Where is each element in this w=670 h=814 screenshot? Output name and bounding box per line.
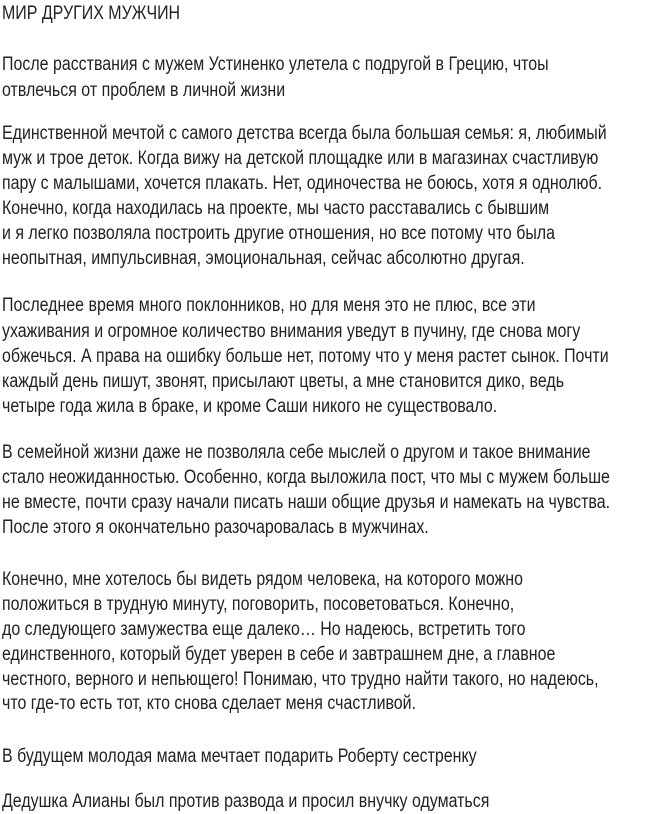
text-line: В семейной жизни даже не позволяла себе мыслей о другом и такое внимание bbox=[2, 442, 591, 463]
text-line: честного, верного и непьющего! Понимаю, что трудно найти такого, но надеюсь, bbox=[2, 669, 599, 690]
text-line: После расствания с мужем Устиненко улетела с подругой в Грецию, чтоы bbox=[2, 54, 549, 75]
text-line: до следующего замужества еще далеко… Но надеюсь, встретить того bbox=[2, 619, 526, 640]
text-line: единственного, который будет уверен в себе и завтрашнем дне, а главное bbox=[2, 644, 556, 665]
text-line: обжечься. А права на ошибку больше нет, потому что у меня растет сынок. Почти bbox=[2, 346, 609, 367]
text-line: и я легко позволяла построить другие отношения, но все потому что была bbox=[2, 223, 556, 244]
text-line: неопытная, импульсивная, эмоциональная, сейчас абсолютно другая. bbox=[2, 248, 525, 269]
text-line: Последнее время много поклонников, но для меня это не плюс, все эти bbox=[2, 295, 536, 316]
article-title: МИР ДРУГИХ МУЖЧИН bbox=[2, 3, 181, 24]
text-line: не вместе, почти сразу начали писать наши общие друзья и намекать на чувства. bbox=[2, 492, 611, 513]
text-line: ухаживания и огромное количество внимания уведут в пучину, где снова могу bbox=[2, 321, 581, 342]
text-line: стало неожиданностью. Особенно, когда выложила пост, что мы с мужем больше bbox=[2, 467, 610, 488]
text-line: муж и трое деток. Когда вижу на детской площадке или в магазинах счастливую bbox=[2, 148, 599, 169]
text-line: четыре года жила в браке, и кроме Саши никого не существовало. bbox=[2, 396, 498, 417]
text-line: пару с малышами, хочется плакать. Нет, одиночества не боюсь, хотя я однолюб. bbox=[2, 173, 603, 194]
text-line: Дедушка Алианы был против развода и просил внучку одуматься bbox=[2, 791, 490, 812]
text-line: После этого я окончательно разочаровалась в мужчинах. bbox=[2, 517, 429, 538]
text-line: каждый день пишут, звонят, присылают цветы, а мне становится дико, ведь bbox=[2, 371, 565, 392]
text-line: Конечно, мне хотелось бы видеть рядом человека, на которого можно bbox=[2, 569, 523, 590]
text-line: В будущем молодая мама мечтает подарить Роберту сестренку bbox=[2, 746, 477, 767]
text-line: Единственной мечтой с самого детства всегда была большая семья: я, любимый bbox=[2, 123, 607, 144]
text-line: Конечно, когда находилась на проекте, мы часто расставались с бывшим bbox=[2, 198, 550, 219]
text-line: что где-то есть тот, кто снова сделает меня счастливой. bbox=[2, 693, 417, 714]
text-line: отвлечься от проблем в личной жизни bbox=[2, 80, 286, 101]
text-line: положиться в трудную минуту, поговорить, посоветоваться. Конечно, bbox=[2, 594, 515, 615]
